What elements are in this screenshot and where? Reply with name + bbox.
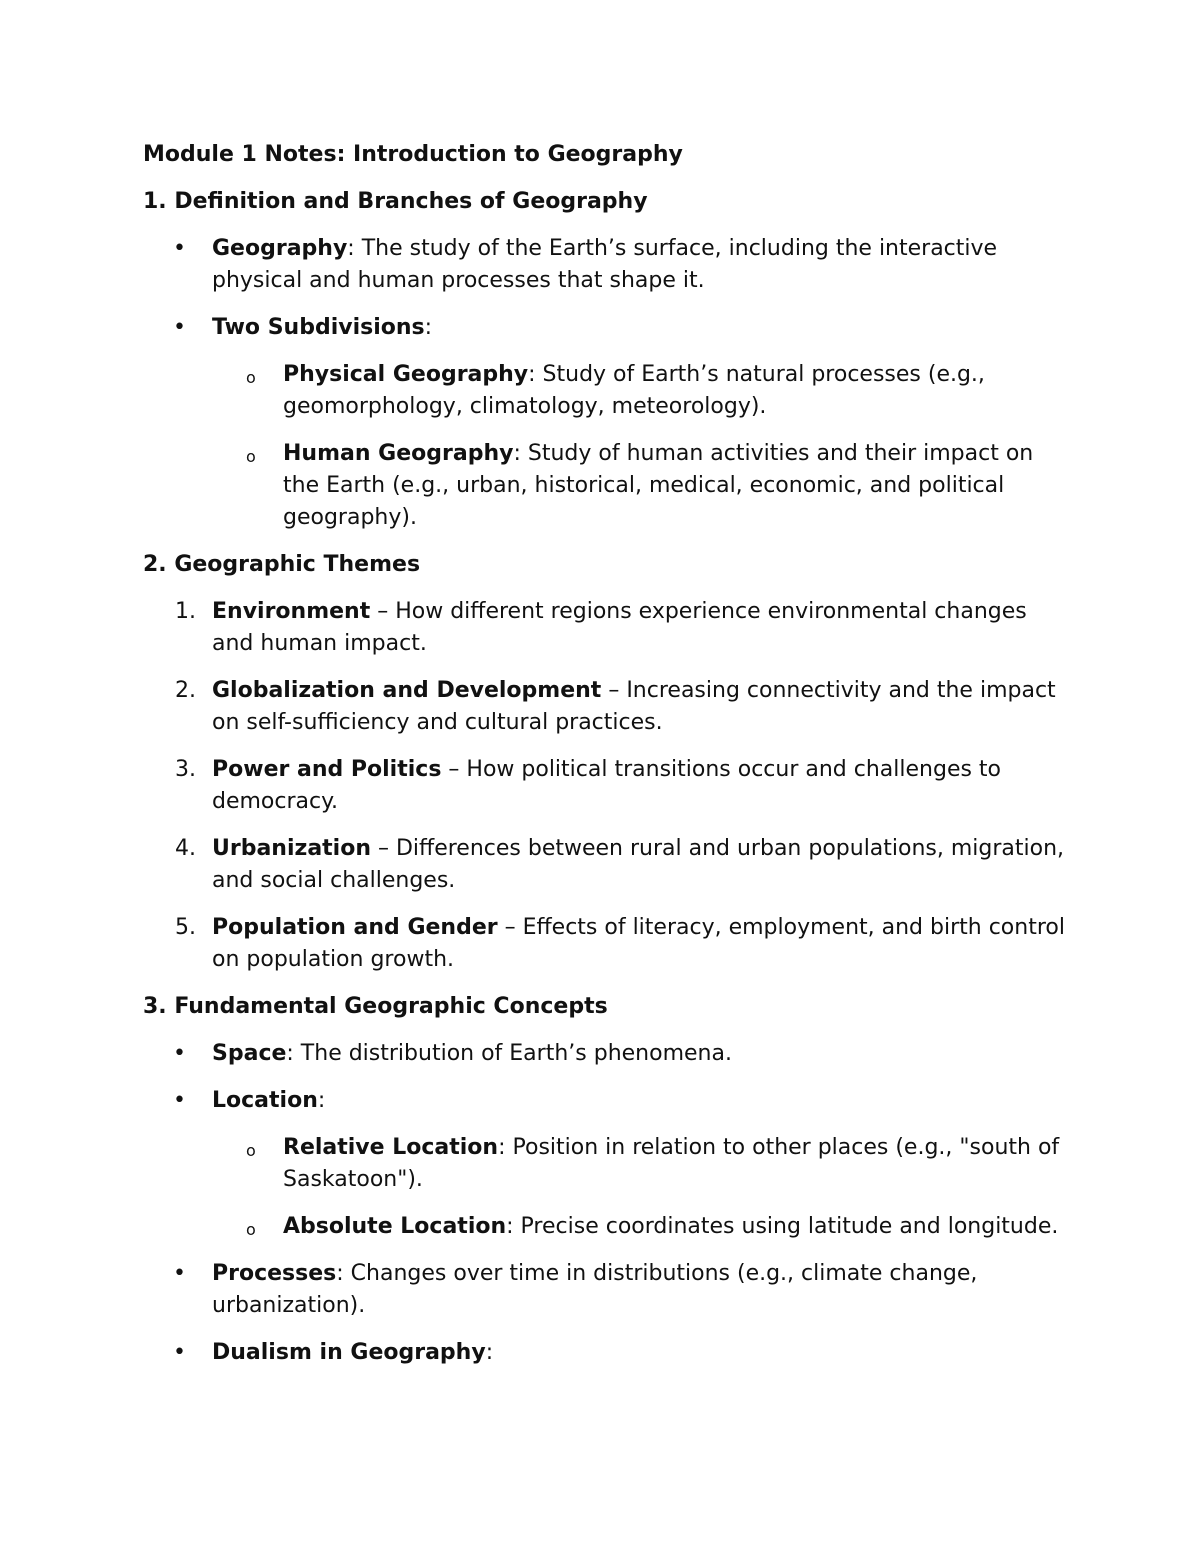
bullet-marker: • (173, 1261, 186, 1286)
number-marker: 4. (175, 836, 196, 861)
definition-physical-geography: : Study of Earth’s natural processes (e.g., geomorphology, climatology, meteorology). (283, 362, 985, 419)
definition-location: : (317, 1088, 326, 1113)
term-two-subdivisions: Two Subdivisions (212, 315, 425, 340)
definition-relative-location: : Position in relation to other places (e.g., "south of Saskatoon"). (283, 1135, 1060, 1192)
bullet-marker: • (173, 315, 186, 340)
page-title: Module 1 Notes: Introduction to Geography (143, 142, 683, 167)
term-power-politics: Power and Politics (212, 757, 442, 782)
term-geography: Geography (212, 236, 348, 261)
numbered-item-population-gender (143, 912, 1073, 976)
definition-human-geography: : Study of human activities and their impact on the Earth (e.g., urban, historical, medical, economic, and political geography). (283, 441, 1034, 530)
circle-marker: o (246, 447, 256, 466)
definition-absolute-location: : Precise coordinates using latitude and longitude. (506, 1214, 1059, 1239)
term-relative-location: Relative Location (283, 1135, 499, 1160)
circle-marker: o (246, 368, 256, 387)
list-item-physical-geography (143, 359, 1073, 423)
term-absolute-location: Absolute Location (283, 1214, 507, 1239)
term-location: Location (212, 1088, 318, 1113)
list-item-absolute-location (143, 1211, 1073, 1243)
list-item-geography (143, 233, 1073, 297)
list-item-relative-location (143, 1132, 1073, 1196)
number-marker: 2. (175, 678, 196, 703)
term-urbanization: Urbanization (212, 836, 371, 861)
list-item-two-subdivisions (143, 312, 1073, 344)
section-heading-concepts: 3. Fundamental Geographic Concepts (143, 994, 608, 1019)
section-heading-themes: 2. Geographic Themes (143, 552, 421, 577)
circle-marker: o (246, 1141, 256, 1160)
term-environment: Environment (212, 599, 371, 624)
list-item-space (143, 1038, 1073, 1070)
definition-space: : The distribution of Earth’s phenomena. (286, 1041, 732, 1066)
numbered-item-globalization (143, 675, 1073, 739)
definition-population-gender: – Effects of literacy, employment, and birth control on population growth. (212, 915, 1065, 972)
term-space: Space (212, 1041, 287, 1066)
number-marker: 3. (175, 757, 196, 782)
number-marker: 1. (175, 599, 196, 624)
section-heading-definition: 1. Definition and Branches of Geography (143, 189, 648, 214)
definition-geography: : The study of the Earth’s surface, including the interactive physical and human processes that shape it. (212, 236, 998, 293)
bullet-marker: • (173, 236, 186, 261)
circle-marker: o (246, 1220, 256, 1239)
number-marker: 5. (175, 915, 196, 940)
term-human-geography: Human Geography (283, 441, 514, 466)
definition-power-politics: – How political transitions occur and challenges to democracy. (212, 757, 1002, 814)
term-physical-geography: Physical Geography (283, 362, 529, 387)
term-dualism: Dualism in Geography (212, 1340, 486, 1365)
list-item-location (143, 1085, 1073, 1117)
term-population-gender: Population and Gender (212, 915, 498, 940)
document-page (143, 139, 1073, 1384)
bullet-marker: • (173, 1340, 186, 1365)
bullet-marker: • (173, 1088, 186, 1113)
definition-two-subdivisions: : (424, 315, 433, 340)
definition-globalization: – Increasing connectivity and the impact on self-sufficiency and cultural practices. (212, 678, 1056, 735)
definition-urbanization: – Differences between rural and urban populations, migration, and social challenges. (212, 836, 1065, 893)
numbered-item-environment (143, 596, 1073, 660)
definition-dualism: : (485, 1340, 494, 1365)
numbered-item-urbanization (143, 833, 1073, 897)
term-processes: Processes (212, 1261, 337, 1286)
numbered-item-power-politics (143, 754, 1073, 818)
bullet-marker: • (173, 1041, 186, 1066)
list-item-dualism (143, 1337, 1073, 1369)
definition-environment: – How different regions experience environmental changes and human impact. (212, 599, 1027, 656)
term-globalization: Globalization and Development (212, 678, 602, 703)
definition-processes: : Changes over time in distributions (e.g., climate change, urbanization). (212, 1261, 978, 1318)
list-item-processes (143, 1258, 1073, 1322)
list-item-human-geography (143, 438, 1073, 534)
